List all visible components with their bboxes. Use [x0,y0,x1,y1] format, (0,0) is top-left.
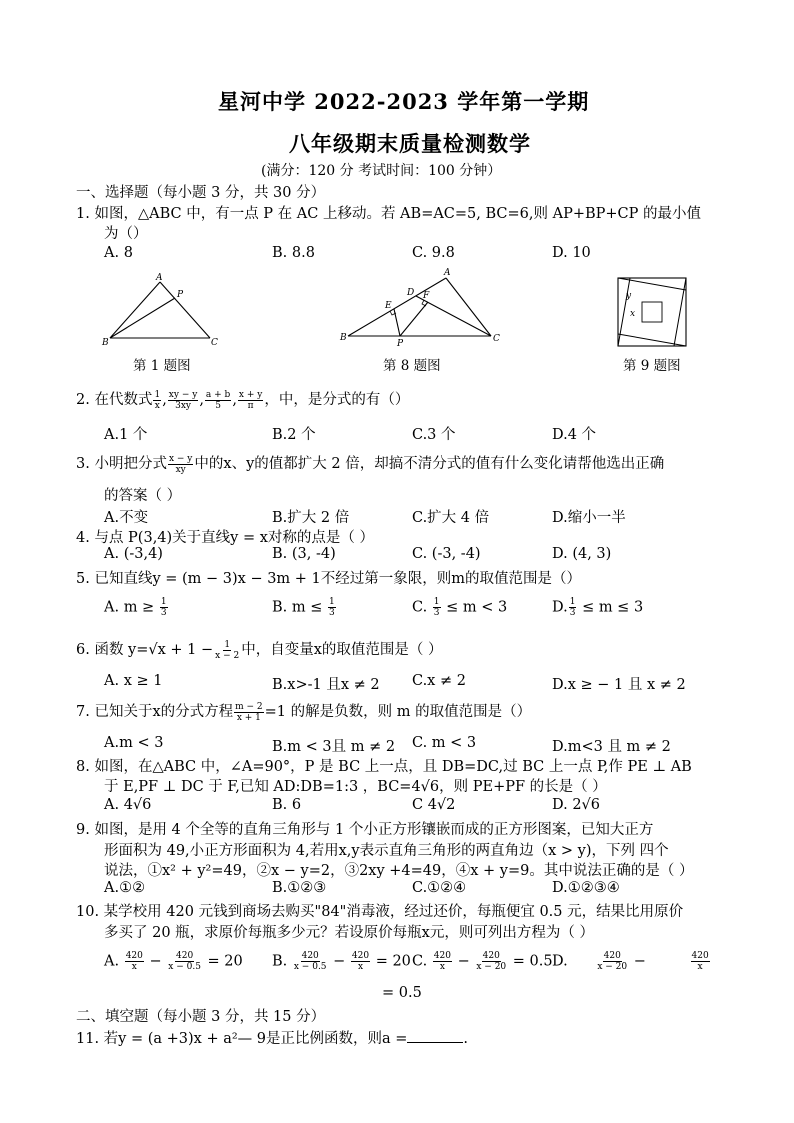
q3-stem: 3. 小明把分式 $\frac{x - y}{xy}$ 中的x、y的值都扩大 2 倍，却搞不清分式的值有什么变化请帮他选出正确 [76,453,665,475]
q6-option-b: B.x>-1 且x ≠ 2 [272,677,380,693]
fig9-caption: 第 9 题图 [623,358,681,374]
q6-stem: 6. 函数 y=√x + 1 − $\frac{1}{x - 2}$ 中，自变量x的取值范围是（ ） [76,639,443,661]
q10-line1: 10. 某学校用 420 元钱到商场去购买"84"消毒液，经过还价，每瓶便宜 0.5 元，结果比用原价 [76,904,684,920]
fig1-label-a: A [156,273,163,283]
q9-line1: 9. 如图，是用 4 个全等的直角三角形与 1 个小正方形镶嵌而成的正方形图案，已知大正方 [76,822,654,838]
fig1-caption: 第 1 题图 [133,358,191,374]
q5-stem: 5. 已知直线y = (m − 3)x − 3m + 1不经过第一象限，则m的取值范围是（） [76,571,582,587]
q9-line2: 形面积为 49,小正方形面积为 4,若用x,y表示直角三角形的两直角边（x > y)，下列 四个 [104,843,669,859]
q3-option-b: B.扩大 2 倍 [272,510,350,526]
q9-option-d: D.①②③④ [552,880,620,896]
q9-option-c: C.①②④ [412,880,467,896]
q10-option-d: D. $\frac{420}{x - 20}$ − $\frac{420}{x}$ [552,951,709,972]
q1-option-b: B. 8.8 [272,245,315,261]
q1-line2: 为（） [104,226,148,242]
fig8-label-p: P [397,339,404,348]
q8-option-d: D. 2√6 [552,797,601,813]
fig8-label-b: B [340,333,347,343]
q9-line3: 说法，①x² + y²=49，②x − y=2，③2xy +4=49，④x + y=9。其中说法正确的是（ ） [104,863,694,879]
q2-option-b: B.2 个 [272,427,316,443]
fig1-label-b: B [102,338,109,348]
q11-answer-blank[interactable] [407,1030,463,1043]
fig1-label-c: C [211,338,218,348]
q8-option-b: B. 6 [272,797,302,813]
q3-line2: 的答案（ ） [104,488,182,504]
q3-option-c: C.扩大 4 倍 [412,510,490,526]
q6-option-d: D.x ≥ − 1 且 x ≠ 2 [552,677,686,693]
q4-stem: 4. 与点 P(3,4)关于直线y = x对称的点是（ ） [76,530,375,546]
q10-line2: 多买了 20 瓶，求原价每瓶多少元？若设原价每瓶x元，则可列出方程为（ ） [104,925,594,941]
q10-option-b: B. $\frac{420}{x - 0.5}$ − $\frac{420}{x}$ = 20 [272,951,411,972]
q9-option-a: A.①② [104,880,146,896]
q8-line2: 于 E,PF ⊥ DC 于 F,已知 AD:DB=1:3 ，BC=4√6，则 PE+PF 的长是（ ） [104,779,607,795]
figure-8-triangle [336,264,506,348]
fig8-label-d: D [407,288,415,298]
section1-heading: 一、选择题（每小题 3 分，共 30 分） [76,185,326,201]
q3-option-d: D.缩小一半 [552,510,626,526]
q10-option-c: C. $\frac{420}{x}$ − $\frac{420}{x - 20}$ = 0.5 [412,951,553,972]
fig8-label-e: E [385,301,392,311]
q1-line1: 1. 如图，△ABC 中，有一点 P 在 AC 上移动。若 AB=AC=5, BC=6,则 AP+BP+CP 的最小值 [76,206,702,222]
q4-option-a: A. (-3,4) [104,546,163,562]
q3-option-a: A.不变 [104,510,149,526]
fig8-label-a: A [444,268,451,278]
q7-option-d: D.m<3 且 m ≠ 2 [552,739,671,755]
fig8-caption: 第 8 题图 [383,358,441,374]
q1-option-c: C. 9.8 [412,245,455,261]
q8-line1: 8. 如图，在△ABC 中，∠A=90°，P 是 BC 上一点，且 DB=DC,过 BC 上一点 P,作 PE ⊥ AB [76,759,692,775]
figure-1-triangle [98,270,228,348]
section2-heading: 二、填空题（每小题 3 分，共 15 分） [76,1009,326,1025]
fig1-label-p: P [177,290,184,300]
q4-option-d: D. (4, 3) [552,546,612,562]
q5-option-a: A. m ≥ $\frac{1}{3}$ [104,597,167,618]
fig9-label-x: x [630,309,636,319]
q10-option-d-rhs: = 0.5 [382,985,422,1001]
exam-title: 八年级期末质量检测数学 [289,131,531,156]
figure-9-square [614,276,690,348]
q7-option-c: C. m < 3 [412,735,477,751]
q5-option-d: D. $\frac{1}{3}$ ≤ m ≤ 3 [552,597,644,618]
q2-stem: 2. 在代数式 $\frac{1}{x}$ , $\frac{xy - y}{3xy}$ , $\frac{a + b}{5}$ , $\frac{x + y}{\pi}$ ，中，是分式的有（） [76,389,410,411]
q2-option-d: D.4 个 [552,427,597,443]
q7-option-b: B.m < 3且 m ≠ 2 [272,739,396,755]
q6-option-c: C.x ≠ 2 [412,673,466,689]
q7-stem: 7. 已知关于x的分式方程 $\frac{m - 2}{x + 1}$ =1 的解是负数，则 m 的取值范围是（） [76,701,532,723]
q9-option-b: B.①②③ [272,880,327,896]
q5-option-c: C. $\frac{1}{3}$ ≤ m < 3 [412,597,508,618]
q2-option-a: A.1 个 [104,427,148,443]
fig8-label-c: C [493,334,500,344]
q8-option-c: C 4√2 [412,797,456,813]
q11-stem: 11. 若y = (a +3)x + a²— 9是正比例函数，则a = . [76,1031,469,1047]
q5-option-b: B. m ≤ $\frac{1}{3}$ [272,597,335,618]
q10-option-a: A. $\frac{420}{x}$ − $\frac{420}{x - 0.5}$ = 20 [104,951,243,972]
fig9-label-y: y [626,291,632,301]
q2-option-c: C.3 个 [412,427,456,443]
exam-info: (满分：120 分 考试时间：100 分钟） [261,163,502,179]
q1-option-d: D. 10 [552,245,591,261]
fig8-label-f: F [423,291,430,301]
q1-option-a: A. 8 [104,245,133,261]
q4-option-b: B. (3, -4) [272,546,336,562]
q4-option-c: C. (-3, -4) [412,546,481,562]
q6-option-a: A. x ≥ 1 [104,673,163,689]
q8-option-a: A. 4√6 [104,797,152,813]
school-title: 星河中学 2022-2023 学年第一学期 [218,89,590,114]
q7-option-a: A.m < 3 [104,735,164,751]
